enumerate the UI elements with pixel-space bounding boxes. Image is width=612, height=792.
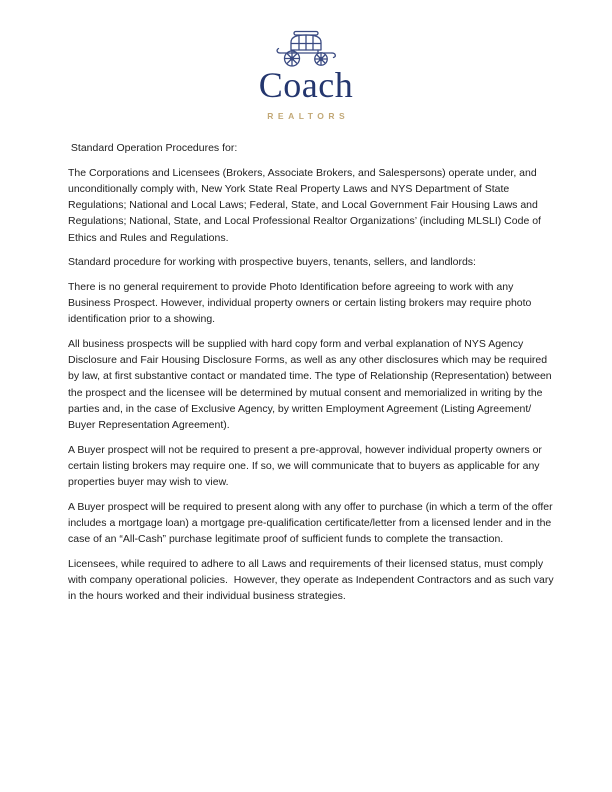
paragraph-disclosures: All business prospects will be supplied with hard copy form and verbal explanation of NYS Agency Disclosure and Fair Housing Disclosure Forms, as well as any other disclosures which may be required by law, at first substantive contact or mandated time. The type of Relationship (Representation) between the prospect and the licensee will be determined by mutual consent and memorialized in writing by the parties and, in the case of Exclusive Agency, by written Employment Agreement (Listing Agreement/ Buyer Representation Agreement). [68,338,555,432]
paragraph-licensees: Licensees, while required to adhere to all Laws and requirements of their licensed status, must comply with company operational policies. However, they operate as Independent Contractors and as such vary in the hours worked and their individual business strategies. [68,557,557,603]
paragraph-photo-id: There is no general requirement to provide Photo Identification before agreeing to work with any Business Prospect. However, individual property owners or certain listing brokers may require photo identification prior to a showing. [68,280,535,326]
paragraph-pre-approval: A Buyer prospect will not be required to present a pre-approval, however individual property owners or certain listing brokers may require one. If so, we will communicate that to buyers as applicable for any properties buyer may wish to view. [68,443,545,489]
brand-tagline: REALTORS [267,111,350,121]
brand-logo [0,0,612,121]
paragraph-procedure-title: Standard procedure for working with prospective buyers, tenants, sellers, and landlords: [68,256,476,269]
paragraph-sop-title: Standard Operation Procedures for: [68,142,238,154]
stagecoach-carriage-icon [273,28,339,68]
document-body [68,140,555,605]
brand-name: Coach [258,65,354,105]
paragraph-pre-qualification: A Buyer prospect will be required to present along with any offer to purchase (in which a term of the offer includes a mortgage loan) a mortgage pre-qualification certificate/letter from a licensed lender and in the case of an “All-Cash” purchase legitimate proof of sufficient funds to complete the transaction. [68,500,556,546]
paragraph-compliance: The Corporations and Licensees (Brokers, Associate Brokers, and Salespersons) operate under, and unconditionally comply with, New York State Real Property Laws and NYS Department of State Regulations; National and Local Laws; Federal, State, and Local Government Fair Housing Laws and Regulations; National, State, and Local Professional Realtor Organizations’ (including MLSLI) Code of Ethics and Rules and Regulations. [68,166,544,244]
